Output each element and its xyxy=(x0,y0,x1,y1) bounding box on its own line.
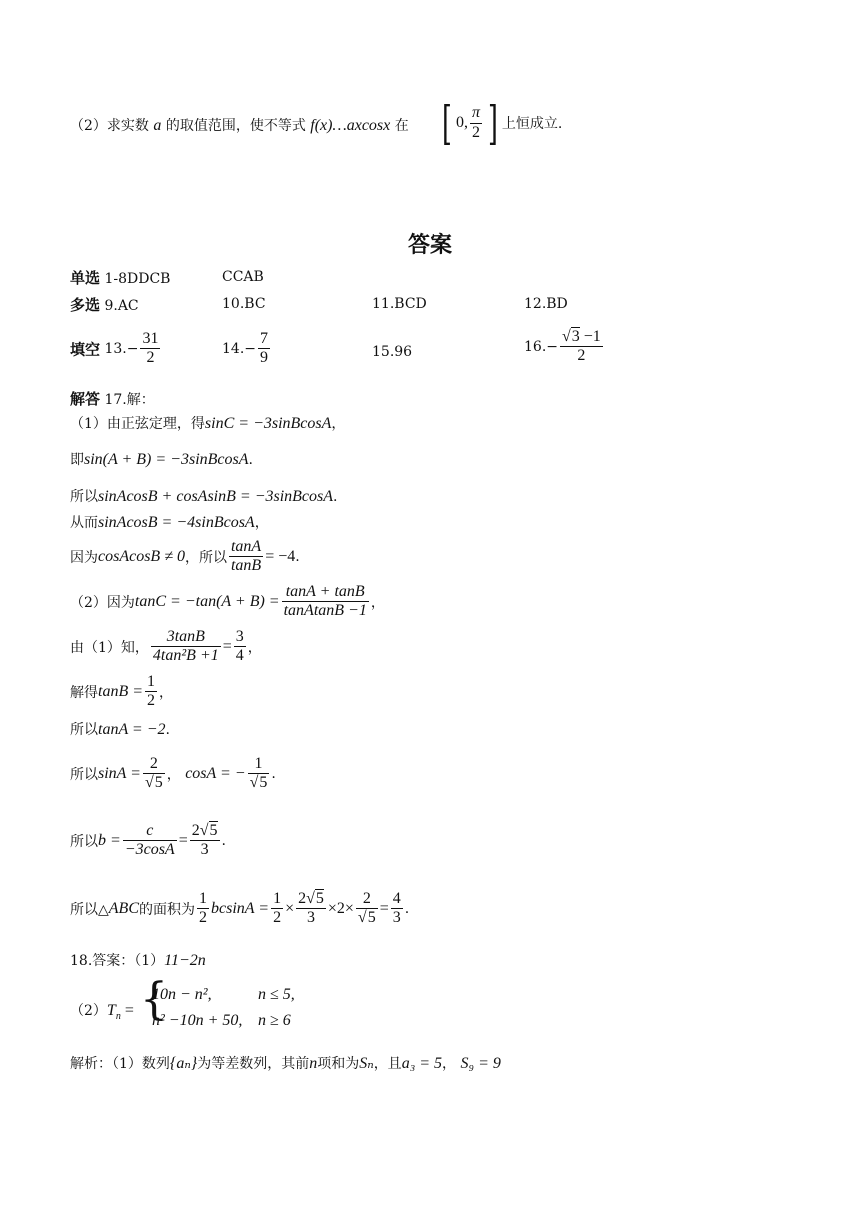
text: 所以 xyxy=(70,722,98,738)
fraction: $\frac{1}{√5}$ xyxy=(249,755,268,792)
sol-line-10: 所以sinA = $\frac{2}{√5}$ ， cosA = − $\frac{1}{√5}$ . xyxy=(70,755,276,792)
sol-line-9: 所以tanA = −2. xyxy=(70,721,170,738)
fraction xyxy=(197,890,209,928)
answer-q11: 11.BCD xyxy=(372,296,427,312)
single-choice-answers-b: CCAB xyxy=(222,269,264,285)
piecewise-case-1: 10n − n², xyxy=(152,986,212,1003)
fraction xyxy=(151,628,221,666)
formula: sinAcosB = −4sinBcosA xyxy=(98,514,255,531)
pi-over-2 xyxy=(470,104,482,142)
formula: cosA = − xyxy=(185,764,246,782)
text: 解析：（1）数列 xyxy=(70,1056,170,1072)
answer-title: 答案 xyxy=(407,233,452,258)
formula: tanA = −2 xyxy=(98,721,166,738)
fraction-numerator: tanA xyxy=(230,538,262,555)
text: 所以△ xyxy=(70,901,109,918)
text: 18.答案：（1） xyxy=(70,953,165,969)
brace-icon: { xyxy=(140,974,168,1025)
sol-line-3: 所以sinAcosB + cosAsinB = −3sinBcosA. xyxy=(70,488,338,505)
fraction xyxy=(229,538,263,576)
fraction-numerator: 3tanB xyxy=(166,628,205,645)
fraction-denominator: −3cosA xyxy=(124,841,175,859)
text: 因为 xyxy=(70,549,98,566)
answer-q16 xyxy=(524,328,605,366)
formula: sinAcosB + cosAsinB = −3sinBcosA xyxy=(98,488,334,505)
fraction-denominator: 5 xyxy=(154,774,163,792)
fraction-denominator: 3 xyxy=(190,840,220,859)
fraction-numerator: 1 xyxy=(199,890,207,907)
formula: sin(A + B) = −3sinBcosA xyxy=(84,451,249,468)
fraction-denominator: 5 xyxy=(367,909,376,927)
fraction xyxy=(123,822,177,860)
fraction-numerator: π xyxy=(471,104,480,122)
fraction-numerator: tanA + tanB xyxy=(285,583,365,600)
fraction-denominator: 2 xyxy=(147,692,156,710)
piecewise-cond-1: n ≤ 5, xyxy=(258,986,295,1003)
fraction: $\frac{2√5}{3}$ xyxy=(191,822,218,859)
right-bracket-icon: ] xyxy=(488,96,498,150)
single-choice-row xyxy=(70,267,170,288)
formula: ABC xyxy=(108,899,139,917)
fraction-denominator: 4tan²B +1 xyxy=(152,647,219,665)
formula: Sₙ xyxy=(359,1055,374,1072)
answer-q13-fraction xyxy=(140,330,160,368)
fraction-denominator: 3 xyxy=(392,909,401,927)
fraction xyxy=(145,673,157,711)
formula: ×2× xyxy=(327,899,354,917)
fraction-denominator: 2 xyxy=(560,346,603,365)
question-text: 在 xyxy=(394,118,409,134)
subscript: n xyxy=(115,1010,121,1022)
answer-q16-fraction: $\frac{√3 -1}{2}$ xyxy=(562,328,601,365)
text: （2） xyxy=(70,1003,107,1019)
q17-label: 17.解： xyxy=(104,392,155,408)
fraction-denominator: 3 xyxy=(296,908,326,927)
text: 所以 xyxy=(70,489,98,505)
answer-q9: 9.AC xyxy=(104,298,139,314)
sol-line-12: 所以△ABC的面积为 $\frac{1}{2}$ bcsinA = $\frac{1}{2}$ × $\frac{2√5}{3}$ ×2× $\frac{2}{√5}$ = $\frac{4}{3}$ . xyxy=(70,890,410,927)
multi-choice-row xyxy=(70,294,139,315)
fraction-denominator: tanB xyxy=(230,557,262,575)
answer-q12: 12.BD xyxy=(524,296,568,312)
sol-line-2: 即sin(A + B) = −3sinBcosA. xyxy=(70,451,253,468)
text: 项和为 xyxy=(317,1056,360,1072)
q18-part2-label: $(2)T_n$ = xyxy=(70,1002,134,1022)
var-a: a xyxy=(153,117,162,134)
fraction-numerator: 2 xyxy=(149,755,158,772)
answer-q15: 15.96 xyxy=(372,344,413,360)
sol-line-6: （2）因为tanC = −tan(A + B) = $\frac{\tan A + \tan B}{\text{tanAtanB −1}}$ ， xyxy=(70,583,385,620)
fraction-numerator: 4 xyxy=(392,890,401,907)
text: （2）因为 xyxy=(70,594,135,611)
text: 的面积为 xyxy=(139,901,195,918)
question-part2 xyxy=(70,118,409,134)
sol-line-7: 由（1）知， $\frac{3\tan B}{\text{4tan²B +1}}$ = $\frac{3}{4}$ ， xyxy=(70,628,262,665)
answer-q10: 10.BC xyxy=(222,296,266,312)
text: 解得 xyxy=(70,684,98,701)
fraction-denominator: 2 xyxy=(140,348,160,367)
question-text: 上恒成立. xyxy=(501,116,563,132)
solutions-label: 解答 xyxy=(70,390,101,408)
fraction-numerator: 1 xyxy=(147,673,156,690)
answer-q14-prefix: 14.− xyxy=(222,340,256,357)
fraction-denominator: 2 xyxy=(470,123,482,142)
formula: = −4 xyxy=(265,547,296,565)
formula: T xyxy=(106,1002,116,1019)
formula: bcsinA = xyxy=(211,899,270,917)
piecewise-case-2: n² −10n + 50, xyxy=(152,1012,243,1029)
fraction: $\frac{2}{√5}$ xyxy=(144,755,163,792)
formula: tanC = −tan(A + B) = xyxy=(134,592,280,610)
inequality: f(x)…axcosx xyxy=(310,117,391,134)
fraction-denominator: tanAtanB −1 xyxy=(283,602,367,620)
fraction-numerator: 2 xyxy=(298,890,307,907)
text: （1）由正弦定理，得 xyxy=(70,416,205,432)
text: 由（1）知， xyxy=(70,639,149,656)
sol-line-1: （1）由正弦定理，得sinC = −3sinBcosA， xyxy=(70,415,346,432)
sol-line-8: 解得tanB = $\frac{1}{2}$ ， xyxy=(70,673,174,710)
answer-q13-prefix: 13.− xyxy=(104,340,139,357)
fraction-numerator: 3 xyxy=(235,628,244,645)
formula: 11−2n xyxy=(164,952,206,969)
question-text: 的取值范围，使不等式 xyxy=(165,118,306,134)
formula: sinC = −3sinBcosA xyxy=(204,415,332,432)
sqrt-radicand: 5 xyxy=(209,822,218,839)
interval-start: 0, xyxy=(455,114,468,131)
fraction-numerator: c xyxy=(146,822,154,839)
solutions-header xyxy=(70,388,155,409)
fraction-denominator: 5 xyxy=(259,774,268,792)
formula: tanB = xyxy=(98,682,144,700)
fill-row xyxy=(70,330,162,368)
fraction-denominator: 2 xyxy=(273,909,282,927)
formula: a₃ = 5 xyxy=(401,1055,443,1072)
text: 所以 xyxy=(70,766,98,783)
answer-q14 xyxy=(222,330,272,368)
text: 从而 xyxy=(70,515,98,531)
text: 所以 xyxy=(70,833,98,850)
formula: cosAcosB ≠ 0 xyxy=(98,547,185,565)
fraction-denominator: 9 xyxy=(260,349,268,367)
formula: n xyxy=(309,1055,318,1072)
q18-analysis: 解析：（1）数列{aₙ}为等差数列，其前n项和为Sₙ，且a₃ = 5， S₉ = 9 xyxy=(70,1055,501,1072)
sol-line-11: 所以b = $\frac{c}{-3\cos A}$ = $\frac{2√5}{3}$ . xyxy=(70,822,226,859)
piecewise-cond-2: n ≥ 6 xyxy=(258,1012,291,1029)
text: ，且 xyxy=(373,1056,402,1072)
fraction xyxy=(234,628,246,666)
left-bracket-icon: [ xyxy=(442,96,452,150)
fraction-denominator: 2 xyxy=(199,909,207,927)
fraction-numerator: 1 xyxy=(254,755,263,772)
fraction xyxy=(282,583,369,621)
text: 即 xyxy=(70,452,84,468)
sol-line-4: 从而sinAcosB = −4sinBcosA， xyxy=(70,514,269,531)
fraction-numerator: 2 xyxy=(191,822,200,839)
text: 为等差数列，其前 xyxy=(197,1056,310,1072)
fraction: $\frac{2}{√5}$ xyxy=(357,890,376,927)
sol-line-5: 因为cosAcosB ≠ 0，所以 $\frac{\tan A}{\tan B}$ = −4. xyxy=(70,538,300,575)
answer-q14-fraction xyxy=(258,330,270,368)
formula: {aₙ} xyxy=(169,1055,198,1072)
fraction-numerator: 7 xyxy=(260,330,268,347)
q18-line-1 xyxy=(70,953,206,969)
fraction-denominator: 4 xyxy=(235,647,244,665)
fraction-numerator: 31 xyxy=(142,330,159,347)
sqrt-radicand: 5 xyxy=(315,890,324,907)
formula: sinA = xyxy=(98,764,141,782)
fraction-numerator-rest: −1 xyxy=(579,328,601,345)
formula: b = xyxy=(98,831,121,849)
text: ，所以 xyxy=(184,549,227,566)
formula: S₉ = 9 xyxy=(460,1055,501,1072)
interval xyxy=(438,96,563,150)
fraction: $\frac{2√5}{3}$ xyxy=(298,890,324,927)
fill-label: 填空 xyxy=(70,340,101,359)
multi-choice-label: 多选 xyxy=(70,296,101,314)
fraction-numerator: 1 xyxy=(273,890,282,907)
fraction-numerator: 2 xyxy=(362,890,371,907)
fraction xyxy=(391,890,403,928)
question-text: （2）求实数 xyxy=(70,118,149,134)
answer-q16-prefix: 16.− xyxy=(524,338,558,355)
single-choice-label: 单选 xyxy=(70,269,101,287)
fraction xyxy=(271,890,283,928)
sqrt-radicand: 3 xyxy=(571,328,580,345)
single-choice-answers-a: 1-8DDCB xyxy=(104,271,171,287)
